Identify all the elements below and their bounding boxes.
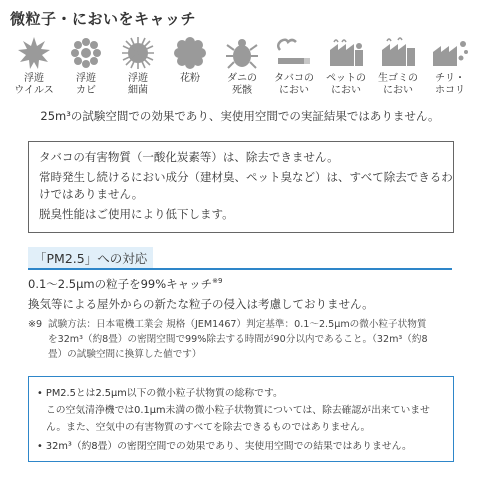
icon-cell-mold <box>62 36 110 97</box>
icon-cell-bacteria <box>114 36 162 97</box>
pet-icon <box>326 36 366 70</box>
icon-cell-mite <box>218 36 266 97</box>
bullet-text: PM2.5とは2.5μm以下の微小粒子状物質の総称です。 <box>45 388 283 399</box>
garbage-icon <box>378 36 418 70</box>
icon-label: 浮遊 カビ <box>76 73 96 96</box>
bacteria-icon <box>121 36 155 70</box>
footnote-line: 畳）の試験空間に換算した値です） <box>48 349 202 360</box>
bullet-item: • 32m³（約8畳）の密閉空間での効果であり、実使用空間での結果ではありません。 <box>37 441 412 452</box>
icon-label: 花粉 <box>180 73 200 84</box>
pm25-note-line: 換気等による屋外からの新たな粒子の侵入は考慮しておりません。 <box>28 297 374 311</box>
notice-line: けではありません。 <box>39 187 144 201</box>
icon-cell-pet <box>322 36 370 97</box>
notice-line: タバコの有害物質（一酸化炭素等）は、除去できません。 <box>39 150 339 164</box>
cigarette-icon <box>274 36 314 70</box>
notice-line: 常時発生し続けるにおい成分（建材臭、ペット臭など）は、すべて除去できるわ <box>39 170 453 184</box>
icon-cell-virus <box>10 36 58 97</box>
icon-cell-dust <box>426 36 474 97</box>
mite-icon <box>225 36 259 70</box>
pollen-icon <box>173 36 207 70</box>
icon-label: ペットの におい <box>326 73 366 96</box>
section-divider <box>28 268 452 270</box>
pm25-info-box <box>28 376 454 462</box>
icon-label: ダニの 死骸 <box>227 73 257 96</box>
bullet-item: • PM2.5とは2.5μm以下の微小粒子状物質の総称です。 <box>37 388 283 399</box>
notice-box <box>28 141 454 233</box>
footnote-ref: ※9 <box>212 277 223 286</box>
virus-icon <box>17 36 51 70</box>
icon-label: チリ・ ホコリ <box>435 73 465 96</box>
icon-label: 浮遊 細菌 <box>128 73 148 96</box>
icon-cell-pollen <box>166 36 214 85</box>
test-space-note: 25m³の試験空間での効果であり、実使用空間での実証結果ではありません。 <box>40 109 440 123</box>
pm25-section-heading: 「PM2.5」への対応 <box>28 247 153 269</box>
mold-icon <box>69 36 103 70</box>
notice-line: 脱臭性能はご使用により低下します。 <box>39 207 234 221</box>
dust-icon <box>430 36 470 70</box>
icon-cell-cigarette <box>270 36 318 97</box>
icon-label: タバコの におい <box>274 73 314 96</box>
footnote-line: を32m³（約8畳）の密閉空間で99%除去する時間が90分以内であること。（32m³（約8 <box>48 334 428 345</box>
bullet-continuation: この空気清浄機では0.1μm未満の微小粒子状物質については、除去確認が出来ていませ <box>46 405 430 416</box>
icon-label: 生ゴミの におい <box>378 73 418 96</box>
bullet-text: 32m³（約8畳）の密閉空間での効果であり、実使用空間での結果ではありません。 <box>45 441 412 452</box>
bullet-continuation: ん。また、空気中の有害物質のすべてを除去できるものではありません。 <box>46 422 371 433</box>
pm25-capture-text: 0.1〜2.5μmの粒子を99%キャッチ <box>28 277 213 291</box>
page-title: 微粒子・においをキャッチ <box>10 10 197 28</box>
footnote-line: 試験方法：日本電機工業会 規格（JEM1467）判定基準：0.1〜2.5μmの微小粒子状物質 <box>48 319 427 330</box>
icon-cell-garbage <box>374 36 422 97</box>
footnote-mark: ※9 <box>28 319 43 330</box>
icon-row <box>8 36 476 106</box>
pm25-capture-line <box>28 276 222 292</box>
icon-label: 浮遊 ウイルス <box>14 73 54 96</box>
